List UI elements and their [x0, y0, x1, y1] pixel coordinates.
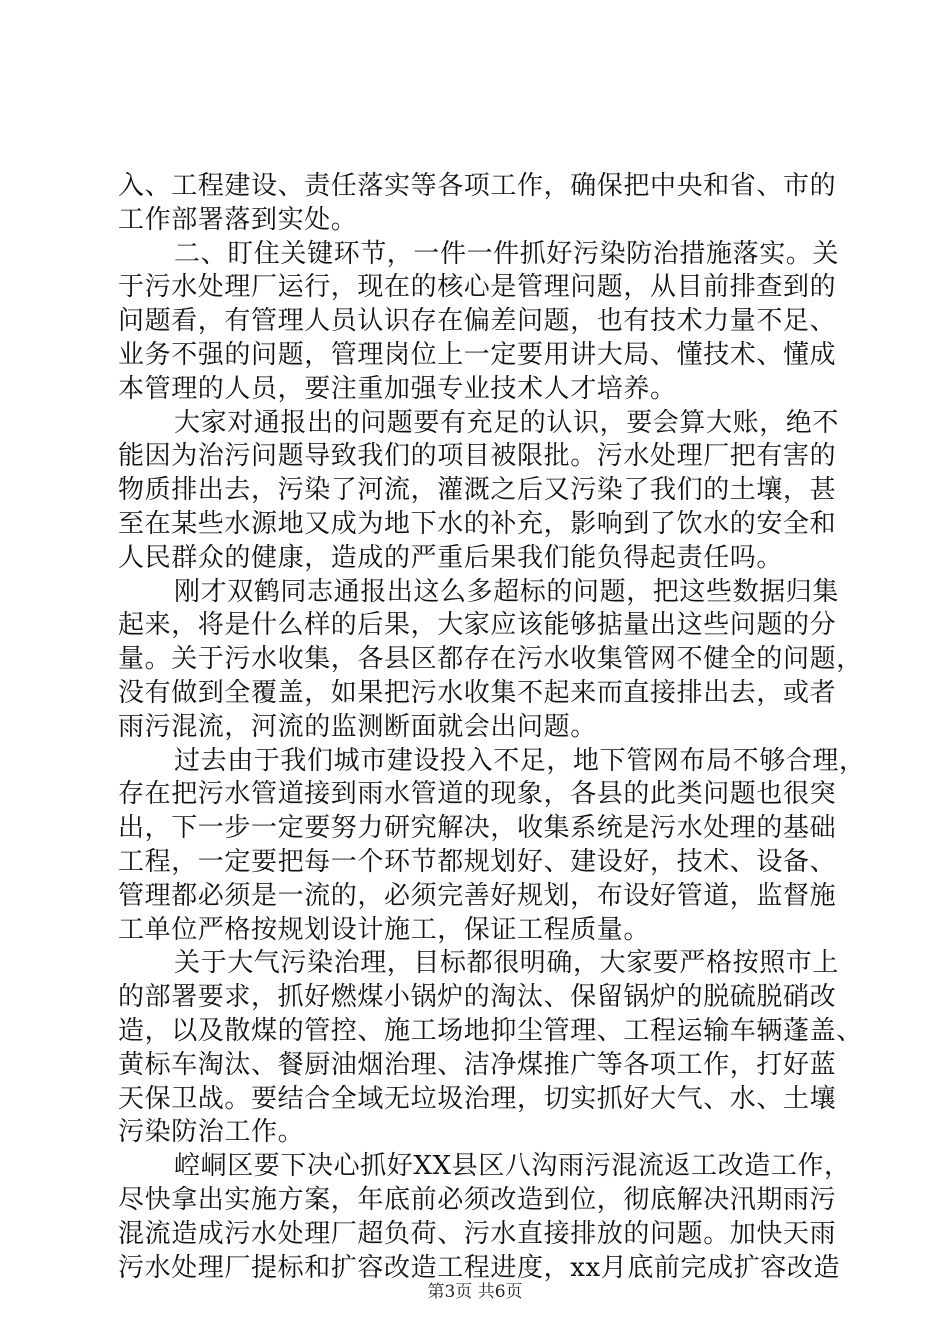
paragraph-start-line: 崆峒区要下决心抓好XX县区八沟雨污混流返工改造工作，: [174, 1151, 851, 1182]
text-line: 问题看，有管理人员认识存在偏差问题，也有技术力量不足、: [118, 306, 837, 337]
text-line: 于污水处理厂运行，现在的核心是管理问题，从目前排查到的: [118, 272, 837, 303]
text-line: 尽快拿出实施方案，年底前必须改造到位，彻底解决汛期雨污: [118, 1184, 837, 1215]
text-line: 起来，将是什么样的后果，大家应该能够掂量出这些问题的分: [118, 610, 837, 641]
text-line: 出，下一步一定要努力研究解决，收集系统是污水处理的基础: [118, 813, 837, 844]
text-line: 工程，一定要把每一个环节都规划好、建设好，技术、设备、: [118, 846, 837, 877]
text-line: 管理都必须是一流的，必须完善好规划，布设好管道，监督施: [118, 880, 837, 911]
text-line: 本管理的人员，要注重加强专业技术人才培养。: [118, 373, 677, 404]
text-line: 污染防治工作。: [118, 1117, 305, 1148]
text-line: 污水处理厂提标和扩容改造工程进度，xx月底前完成扩容改造: [118, 1252, 841, 1283]
paragraph-start-line: 大家对通报出的问题要有充足的认识，要会算大账，绝不: [174, 407, 840, 438]
document-body: [118, 170, 866, 1285]
paragraph-start-line: 关于大气污染治理，目标都很明确，大家要严格按照市上: [174, 948, 840, 979]
text-line: 造，以及散煤的管控、施工场地抑尘管理、工程运输车辆蓬盖、: [118, 1015, 863, 1046]
text-line: 的部署要求，抓好燃煤小锅炉的淘汰、保留锅炉的脱硫脱硝改: [118, 982, 837, 1013]
text-line: 业务不强的问题，管理岗位上一定要用讲大局、懂技术、懂成: [118, 339, 837, 370]
text-line: 能因为治污问题导致我们的项目被限批。污水处理厂把有害的: [118, 441, 837, 472]
text-line: 工单位严格按规划设计施工，保证工程质量。: [118, 914, 651, 945]
text-line: 雨污混流，河流的监测断面就会出问题。: [118, 711, 597, 742]
paragraph-start-line: 过去由于我们城市建设投入不足，地下管网布局不够合理，: [174, 745, 866, 776]
text-line: 入、工程建设、责任落实等各项工作，确保把中央和省、市的: [118, 171, 837, 201]
text-line: 天保卫战。要结合全域无垃圾治理，切实抓好大气、水、土壤: [118, 1083, 837, 1114]
text-line: 存在把污水管道接到雨水管道的现象，各县的此类问题也很突: [118, 779, 837, 810]
text-line: 没有做到全覆盖，如果把污水收集不起来而直接排出去，或者: [118, 677, 837, 708]
text-line: 物质排出去，污染了河流，灌溉之后又污染了我们的土壤，甚: [118, 475, 837, 506]
paragraph-start-line: 刚才双鹤同志通报出这么多超标的问题，把这些数据归集: [174, 576, 840, 607]
text-line: 黄标车淘汰、餐厨油烟治理、洁净煤推广等各项工作，打好蓝: [118, 1049, 837, 1080]
text-line: 混流造成污水处理厂超负荷、污水直接排放的问题。加快天雨: [118, 1218, 837, 1249]
page-number-footer: 第3页 共6页: [427, 1282, 523, 1302]
text-line: 至在某些水源地又成为地下水的补充，影响到了饮水的安全和: [118, 508, 837, 539]
text-line: 人民群众的健康，造成的严重后果我们能负得起责任吗。: [118, 542, 784, 573]
paragraph-start-line: 二、盯住关键环节，一件一件抓好污染防治措施落实。关: [174, 238, 840, 269]
text-line: 量。关于污水收集，各县区都存在污水收集管网不健全的问题，: [118, 644, 863, 675]
text-line: 工作部署落到实处。: [118, 204, 358, 235]
